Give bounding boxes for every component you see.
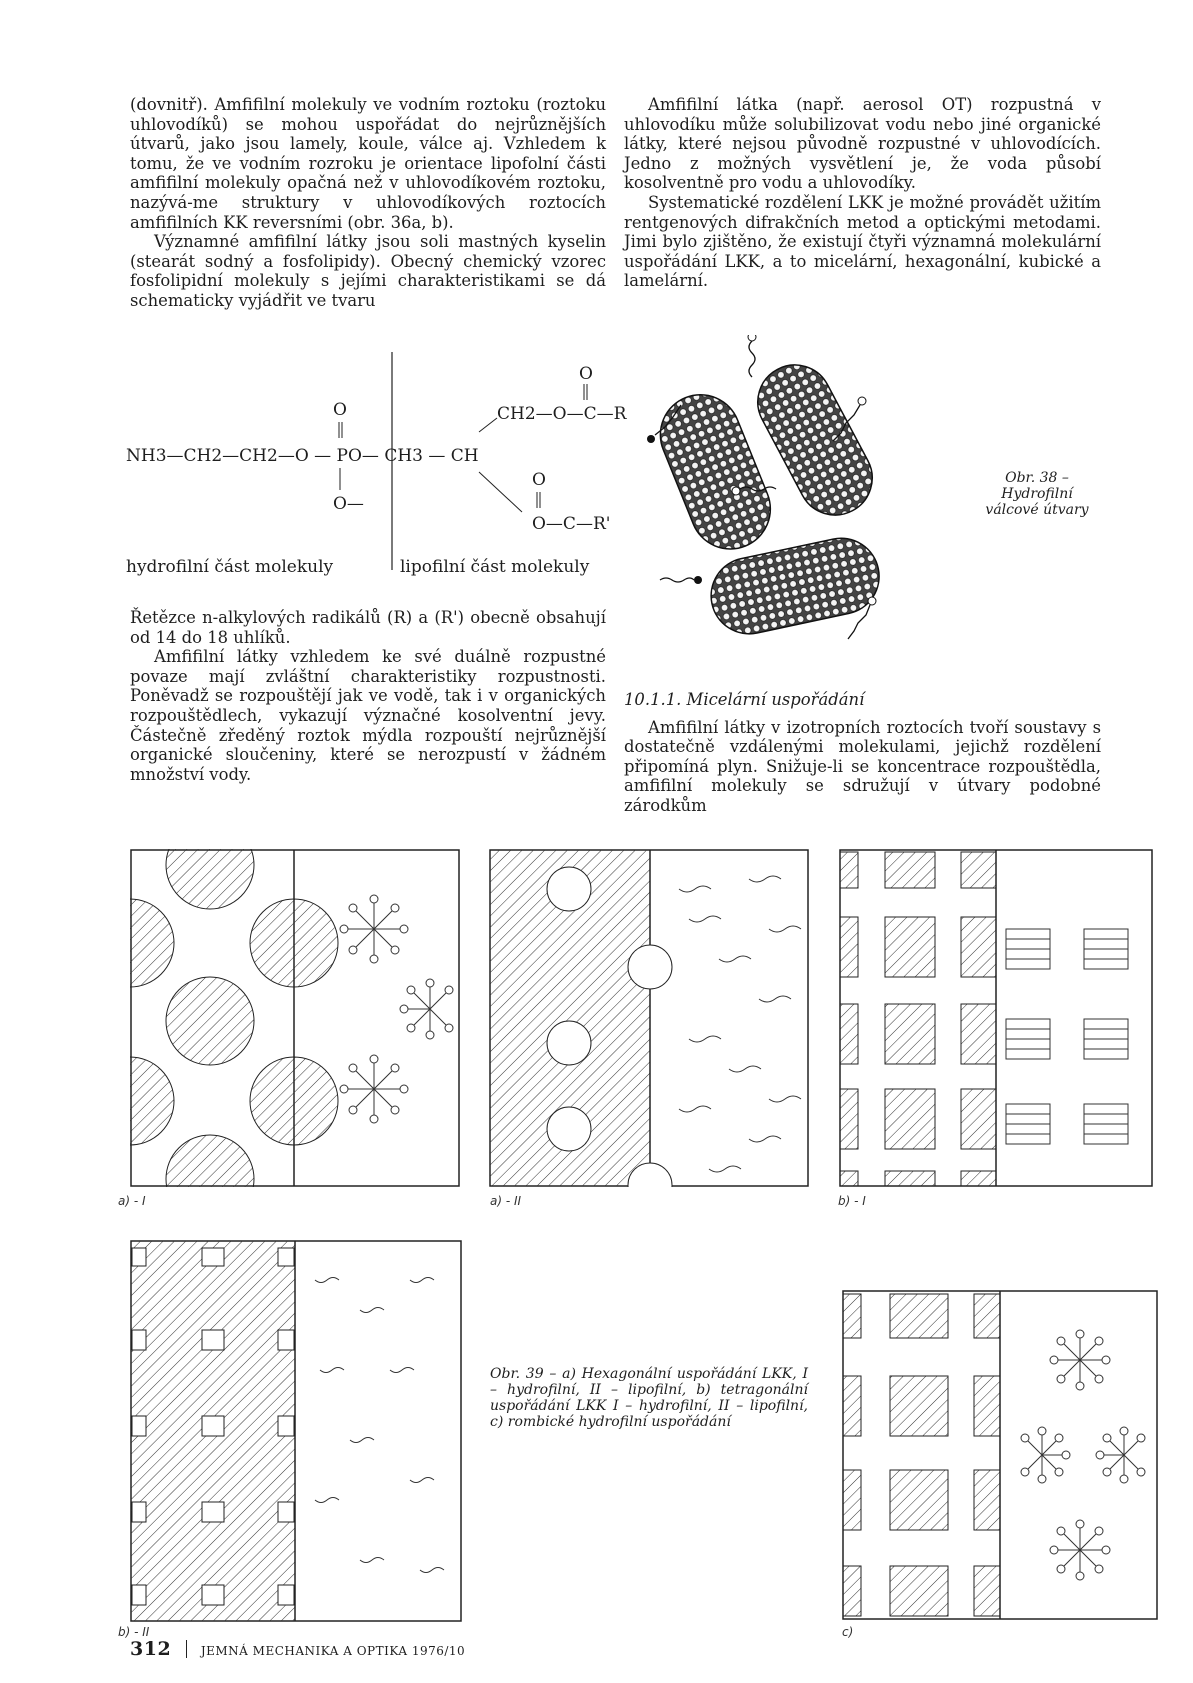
right-column-bottom: [624, 690, 1101, 816]
formula-o-bottom: O—: [333, 494, 364, 514]
paragraph: (dovnitř). Amfifilní molekuly ve vodním roztoku (roztoku uhlovodíků) se mohou uspořádat do nejrůznějších útvarů, jako jsou lamely, koule, válce aj. Vzhledem k tomu, že ve vodním rozroku je orientace lipofolní části amfifilní molekuly opačná než v uhlovodíkovém roztoku, nazývá-me struktury v uhlovodíkových roztocích amfifilních KK reversními (obr. 36a, b).: [130, 95, 606, 232]
section-heading: 10.1.1. Micelární uspořádání: [624, 690, 865, 709]
panel-a2-label: a) - II: [490, 1194, 522, 1208]
page-number: 312: [130, 1638, 172, 1660]
paragraph: Systematické rozdělení LKK je možné provádět užitím rentgenových difrakčních metod a optickými metodami. Jimi bylo zjištěno, že existují čtyři významná molekulární uspořádání LKK, a to micelární, hexagonální, kubické a lamelární.: [624, 192, 1101, 291]
panel-a2: [489, 849, 809, 1187]
panel-c: [842, 1290, 1158, 1620]
figure-39-caption: Obr. 39 – a) Hexagonální uspořádání LKK, I – hydrofilní, II – lipofilní, b) tetragonální uspořádání LKK I – hydrofilní, II – lipofilní, c) rombické hydrofilní uspořádání: [490, 1366, 808, 1430]
panel-b2-label: b) - II: [118, 1625, 150, 1639]
figure-38-cylinders: [640, 335, 940, 675]
panel-b2: [130, 1240, 462, 1622]
formula-o-r-bottom: O: [532, 470, 546, 490]
panel-a1-label: a) - I: [118, 1194, 146, 1208]
paragraph: Řetězce n-alkylových radikálů (R) a (R') obecně obsahují od 14 do 18 uhlíků.: [130, 608, 606, 647]
panel-a1: [130, 849, 460, 1187]
panel-c-label: c): [842, 1625, 854, 1639]
formula-r-top: CH2—O—C—R: [497, 404, 627, 424]
journal-title: JEMNÁ MECHANIKA A OPTIKA 1976/10: [200, 1644, 466, 1658]
panel-b1: [839, 849, 1153, 1187]
paragraph: Amfifilní látky v izotropních roztocích tvoří soustavy s dostatečně vzdálenými molekulami, jejichž rozdělení připomíná plyn. Snižuje-li se koncentrace rozpouštědla, amfifilní molekuly se sdružují v útvary podobné zárodkům: [624, 717, 1101, 815]
formula-main-chain: NH3—CH2—CH2—O — PO— CH3 — CH: [126, 446, 479, 466]
left-column-bottom: [130, 608, 606, 784]
formula-o-r-top: O: [579, 364, 593, 384]
formula-o-top: O: [333, 400, 347, 420]
formula-r-bottom: O—C—R': [532, 514, 611, 534]
footer-divider: [186, 1640, 187, 1658]
hydrophilic-label: hydrofilní část molekuly: [126, 557, 334, 577]
lipophilic-label: lipofilní část molekuly: [400, 557, 590, 577]
paragraph: Amfifilní látky vzhledem ke své duálně rozpustné povaze mají zvláštní charakteristiky rozpustnosti. Poněvadž se rozpouštějí jak ve vodě, tak i v organických rozpouštědlech, vykazují význačné kosolventní jevy. Částečně zředěný roztok mýdla rozpouští nejrůznější organické sloučeniny, které se nerozpustí v žádném množství vody.: [130, 647, 606, 784]
figure-38-caption: Obr. 38 – Hydrofilní válcové útvary: [985, 470, 1089, 518]
paragraph: Významné amfifilní látky jsou soli mastných kyselin (stearát sodný a fosfolipidy). Obecný chemický vzorec fosfolipidní molekuly s jejími charakteristikami se dá schematicky vyjádřit ve tvaru: [130, 232, 606, 310]
paragraph: Amfifilní látka (např. aerosol OT) rozpustná v uhlovodíku může solubilizovat vodu nebo jiné organické látky, které nejsou původně rozpustné v uhlovodících. Jedno z možných vysvětlení je, že voda působí kosolventně pro vodu a uhlovodíky.: [624, 95, 1101, 193]
panel-b1-label: b) - I: [838, 1194, 866, 1208]
page-footer: [130, 1638, 465, 1660]
